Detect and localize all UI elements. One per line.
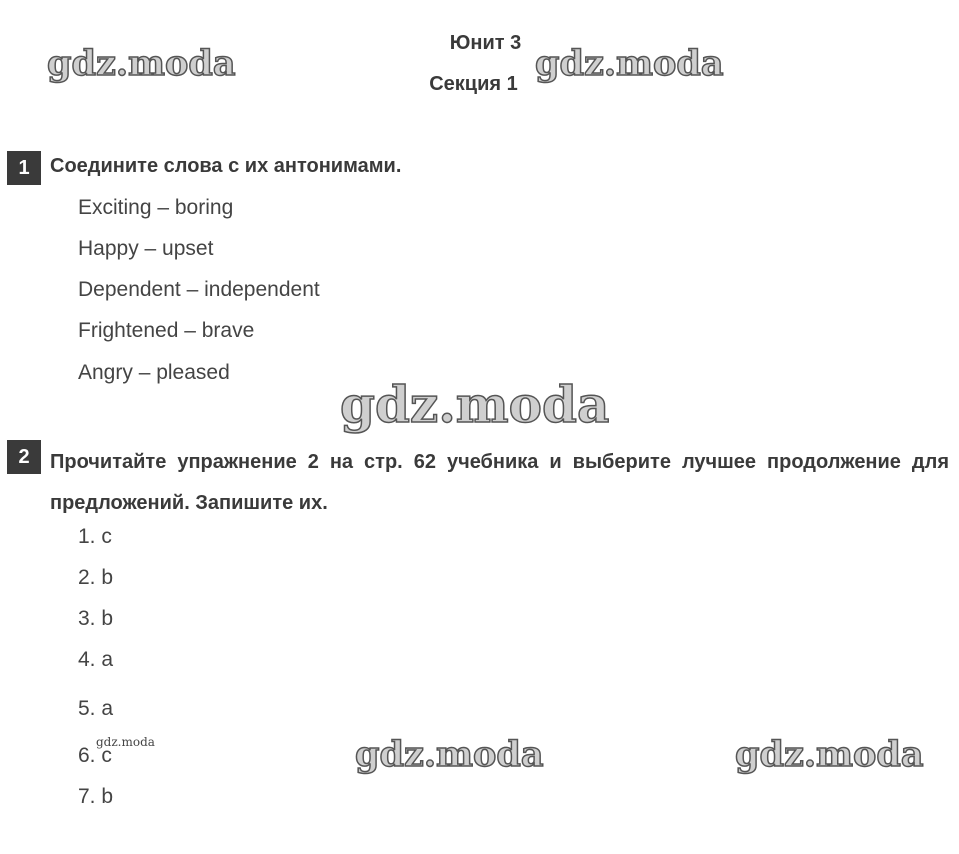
unit-title: Юнит 3 xyxy=(449,32,522,54)
watermark: gdz.moda xyxy=(535,43,724,84)
task-1-answer: Happy – upset xyxy=(78,237,214,260)
section-title: Секция 1 xyxy=(429,73,518,95)
task-2-answer: 2. b xyxy=(78,566,114,589)
task-2-instruction: Прочитайте упражнение 2 на стр. 62 учебника и выберите лучшее продолжение для предложений. Запишите их. xyxy=(50,451,949,514)
task-1-instruction: Соедините слова с их антонимами. xyxy=(50,155,402,177)
task-1-answer: Angry – pleased xyxy=(78,361,230,384)
watermark: gdz.moda xyxy=(47,43,236,84)
watermark: gdz.moda xyxy=(96,735,155,749)
task-2-answer: 6. c xyxy=(78,744,112,767)
task-2-answer: 4. a xyxy=(78,648,114,671)
task-2-number-badge: 2 xyxy=(7,440,41,474)
task-1-number-badge: 1 xyxy=(7,151,41,185)
watermark: gdz.moda xyxy=(340,375,610,434)
task-1-answer: Frightened – brave xyxy=(78,319,255,342)
watermark: gdz.moda xyxy=(355,734,544,775)
task-2-answer: 1. c xyxy=(78,525,112,548)
watermark: gdz.moda xyxy=(735,734,924,775)
task-1-answer: Exciting – boring xyxy=(78,196,234,219)
task-2-answer: 7. b xyxy=(78,785,114,808)
task-1-answer: Dependent – independent xyxy=(78,278,320,301)
task-2-answer: 5. a xyxy=(78,697,114,720)
task-2-answer: 3. b xyxy=(78,607,114,630)
